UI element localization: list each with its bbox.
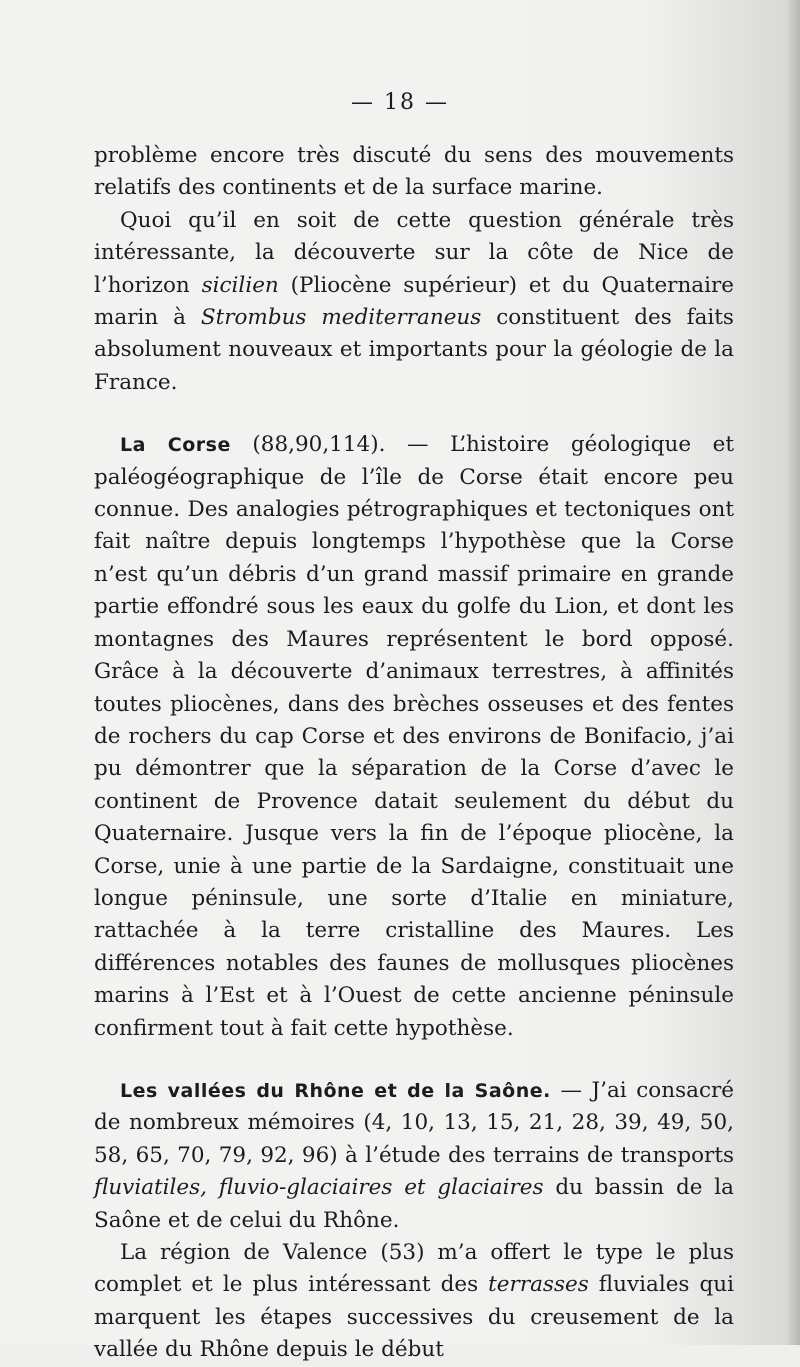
section-heading-corse: La Corse: [120, 434, 231, 457]
paragraph-valence-text-a: La région de Valence (53) m’a offert le type le plus complet et le plus intéressant des: [94, 1240, 734, 1298]
paragraph-corse: [94, 429, 734, 1045]
paragraph-valence: [94, 1237, 734, 1367]
page-body: [94, 140, 734, 1367]
page-number: — 18 —: [351, 90, 449, 115]
paragraph-2-italic-strombus: Strombus mediterraneus: [200, 305, 482, 331]
paragraph-valence-italic: terrasses: [488, 1272, 589, 1298]
paragraph-2-text-e: constituent des faits absolument nouveaux et importants pour la géologie de la France.: [94, 305, 734, 395]
paragraph-corse-body: (88,90,114). — L’histoire géologique et paléogéographique de l’île de Corse était encore peu connue. Des analogies pétrographiques et tectoniques ont fait naître depuis longtemps l’hypothèse que la Corse n’est qu’un débris d’un grand massif primaire en grande partie effondré sous les eaux du golfe du Lion, et dont les montagnes des Maures représentent le bord opposé. Grâce à la découverte d’animaux terrestres, à affinités toutes pliocènes, dans des brèches osseuses et des fentes de rochers du cap Corse et des environs de Bonifacio, j’ai pu démontrer que la séparation de la Corse d’avec le continent de Provence datait seulement du début du Quaternaire. Jusque vers la fin de l’époque pliocène, la Corse, unie à une partie de la Sardaigne, constituait une longue péninsule, une sorte d’Italie en miniature, rattachée à la terre cristalline des Maures. Les différences notables des faunes de mollusques pliocènes marins à l’Est et à l’Ouest de cette ancienne péninsule confirment tout à fait cette hypothèse.: [94, 432, 734, 1041]
section-heading-rhone-saone: Les vallées du Rhône et de la Saône.: [120, 1079, 551, 1102]
paragraph-2-text-c: (Pliocène supérieur) et du Quaternaire marin à: [94, 272, 735, 331]
paragraph-1: problème encore très discuté du sens des mouvements relatifs des continents et de la surface marine.: [94, 143, 734, 201]
paragraph-rhone-text-a: — J’ai consacré de nombreux mémoires (4, 10, 13, 15, 21, 28, 39, 49, 50, 58, 65, 70, 79, 92, 96) à l’étude des terrains de transports: [94, 1077, 734, 1168]
paragraph-2-italic-sicilien: sicilien: [201, 272, 279, 298]
paragraph-2: [94, 205, 734, 399]
paragraph-rhone-text-c: du bassin de la Saône et de celui du Rhône.: [94, 1175, 734, 1233]
paragraph-valence-text-c: fluviales qui marquent les étapes successives du creusement de la vallée du Rhône depuis le début: [94, 1272, 734, 1363]
page-edge-shadow: [786, 0, 800, 1345]
paragraph-2-text-a: Quoi qu’il en soit de cette question générale très intéressante, la découverte sur la côte de Nice de l’horizon: [94, 207, 734, 298]
paragraph-rhone-italic: fluviatiles, fluvio-glaciaires et glaciaires: [94, 1175, 544, 1201]
paragraph-rhone: [94, 1075, 734, 1237]
